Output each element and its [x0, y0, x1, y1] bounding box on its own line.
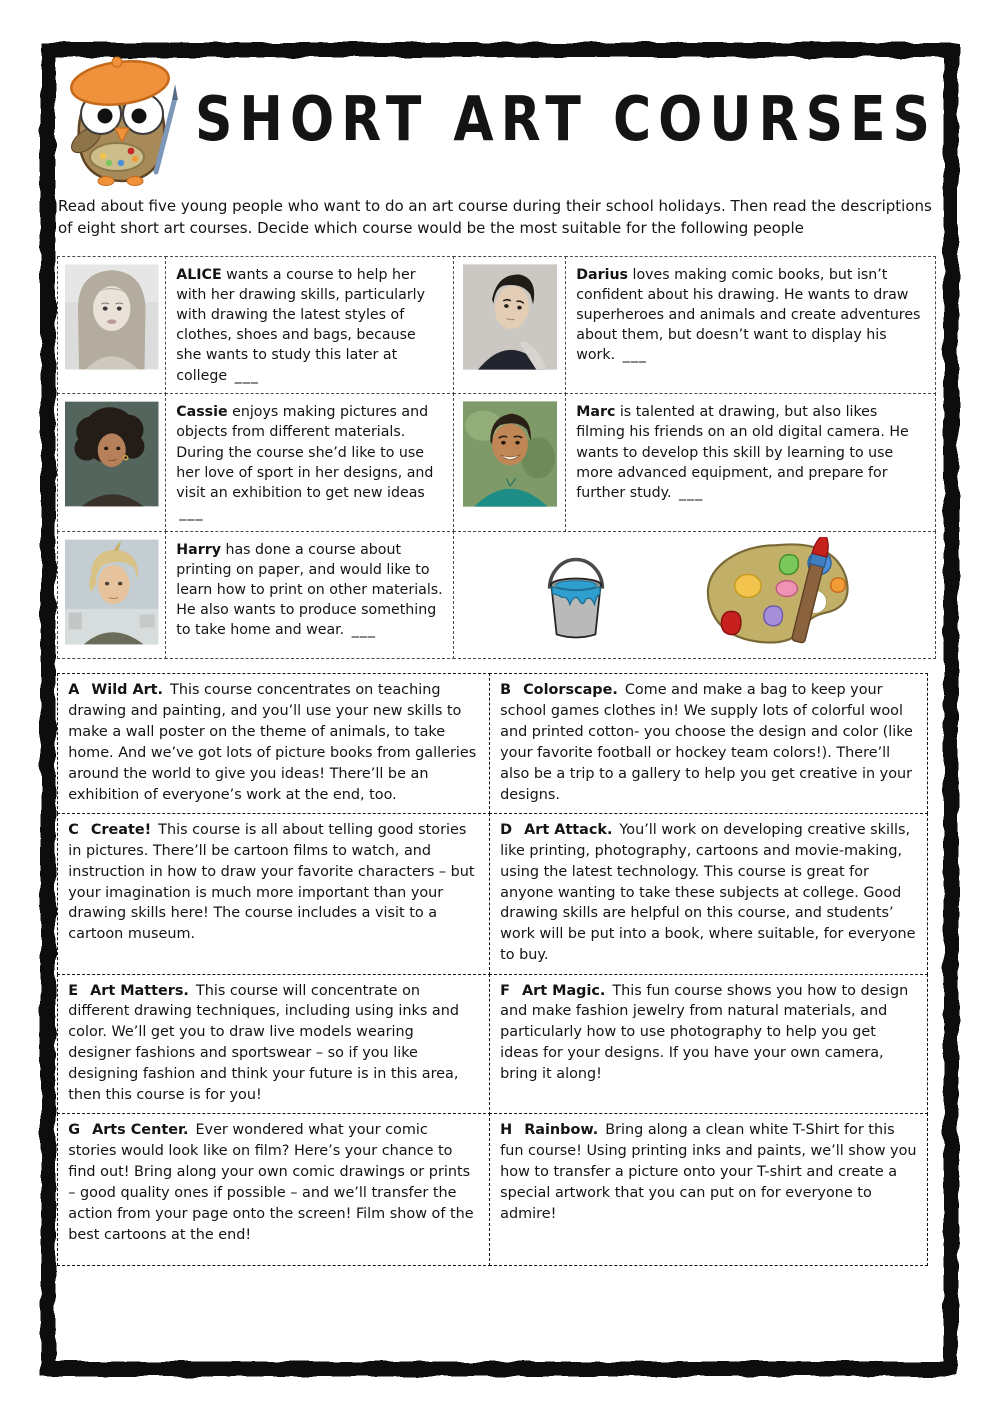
- cassie-photo: [57, 393, 167, 532]
- course-name: Art Matters.: [90, 982, 189, 999]
- person-name: Marc: [576, 404, 616, 421]
- course-text: Come and make a bag to keep your school games clothes in! We supply lots of colorful wool and printed cotton- you choose the design and color (like your favorite football or hockey team colors!). There’ll also be a trip to a gallery to help you get creative in your designs.: [500, 682, 913, 803]
- marc-description: [565, 393, 936, 532]
- course-card-d: [489, 813, 928, 975]
- course-text: This course is all about telling good stories in pictures. There’ll be cartoon films to watch, and instruction in how to draw your favorite characters – but your imagination is much more important than your drawing skills here! The course includes a visit to a cartoon museum.: [68, 821, 475, 943]
- page-title: SHORT ART COURSES: [194, 84, 938, 156]
- course-card-b: [489, 673, 928, 814]
- course-card-f: [489, 974, 928, 1115]
- course-letter: E: [68, 982, 79, 999]
- course-letter: H: [500, 1122, 513, 1139]
- course-card-a: [57, 673, 490, 814]
- person-name: ALICE: [176, 266, 222, 283]
- course-card-c: [57, 813, 490, 975]
- course-text: This course will concentrate on different drawing techniques, including using inks and color. We’ll get you to draw live models wearing designer fashions and sportswear – so if you like designing fashion and think your future is in this area, then this course is for you!: [68, 982, 459, 1103]
- header: [58, 54, 942, 188]
- person-name: Harry: [176, 541, 221, 558]
- course-letter: C: [68, 821, 79, 838]
- person-name: Cassie: [176, 404, 228, 421]
- alice-photo: [57, 256, 167, 395]
- course-letter: F: [500, 982, 510, 999]
- course-name: Wild Art.: [91, 682, 164, 699]
- person-name: Darius: [576, 266, 629, 283]
- answer-blank-alice[interactable]: ___: [234, 367, 259, 384]
- course-text: This fun course shows you how to design and make fashion jewelry from natural materials, and particularly how to use photography to help you get ideas for your designs. If you have your own camera, bring it along!: [500, 982, 909, 1082]
- course-letter: G: [68, 1122, 81, 1139]
- course-name: Create!: [90, 821, 152, 838]
- paint-bucket-icon: [536, 541, 616, 649]
- answer-blank-cassie[interactable]: ___: [179, 504, 204, 521]
- courses-table: [58, 674, 927, 1266]
- cassie-description: [165, 393, 455, 532]
- harry-photo: [57, 531, 167, 659]
- course-name: Art Magic.: [522, 982, 606, 999]
- course-text: This course concentrates on teaching drawing and painting, and you’ll use your new skills to make a wall poster on the theme of animals, to take home. And we’ve got lots of picture books from galleries around the world to give you ideas! There’ll be an exhibition of everyone’s work at the end, too.: [68, 682, 477, 803]
- person-text: has done a course about printing on paper, and would like to learn how to print on other materials. He also wants to produce something to take home and wear.: [176, 541, 443, 639]
- course-letter: D: [500, 821, 513, 838]
- marc-photo: [453, 393, 567, 532]
- people-table: [58, 257, 935, 658]
- course-text: You’ll work on developing creative skills, like printing, photography, cartoons and movie-making, using the latest technology. This course is great for anyone wanting to take these subjects at college. Good drawing skills are helpful on this course, and students’ work will be put into a book, where suitable, for everyone to buy.: [500, 821, 916, 964]
- harry-description: [165, 531, 455, 659]
- person-text: loves making comic books, but isn’t confident about his drawing. He wants to draw superheroes and animals and create adventures about them, but doesn’t want to display his work.: [576, 266, 921, 364]
- person-text: wants a course to help her with her drawing skills, particularly with drawing the latest styles of clothes, shoes and bags, because she wants to study this later at college: [176, 266, 425, 384]
- course-name: Arts Center.: [92, 1122, 189, 1139]
- course-letter: B: [500, 682, 512, 699]
- course-letter: A: [68, 682, 80, 699]
- alice-description: [165, 256, 455, 395]
- owl-artist-icon: [58, 54, 190, 188]
- course-card-e: [57, 974, 490, 1115]
- darius-description: [565, 256, 936, 395]
- darius-photo: [453, 256, 567, 395]
- page-content: [58, 54, 942, 1266]
- course-text: Bring along a clean white T-Shirt for this fun course! Using printing inks and paints, we’ll show you how to transfer a picture onto your T-shirt and create a special artwork that you can put on for everyone to admire!: [500, 1122, 917, 1222]
- art-images-cell: [453, 531, 936, 659]
- course-text: Ever wondered what your comic stories would look like on film? Here’s your chance to find out! Bring along your own comic drawings or prints – good quality ones if possible – and we’ll transfer the action from your page onto the screen! Film show of the best cartoons at the end!: [68, 1122, 474, 1243]
- answer-blank-harry[interactable]: ___: [351, 622, 377, 639]
- answer-blank-marc[interactable]: ___: [679, 484, 704, 501]
- person-text: enjoys making pictures and objects from different materials. During the course she’d like to use her love of sport in her designs, and visit an exhibition to get new ideas: [176, 404, 434, 501]
- course-card-h: [489, 1113, 928, 1266]
- instructions-text: Read about five young people who want to do an art course during their school holidays. Then read the descriptions of eight short art courses. Decide which course would be the most suitable for the following people: [58, 197, 932, 237]
- answer-blank-darius[interactable]: ___: [622, 347, 647, 364]
- person-text: is talented at drawing, but also likes filming his friends on an old digital camera. He wants to develop this skill by learning to use more advanced equipment, and prepare for further study.: [576, 404, 909, 501]
- paint-palette-icon: [702, 537, 854, 653]
- course-name: Art Attack.: [524, 821, 613, 838]
- course-card-g: [57, 1113, 490, 1266]
- course-name: Colorscape.: [523, 682, 618, 699]
- course-name: Rainbow.: [524, 1122, 599, 1139]
